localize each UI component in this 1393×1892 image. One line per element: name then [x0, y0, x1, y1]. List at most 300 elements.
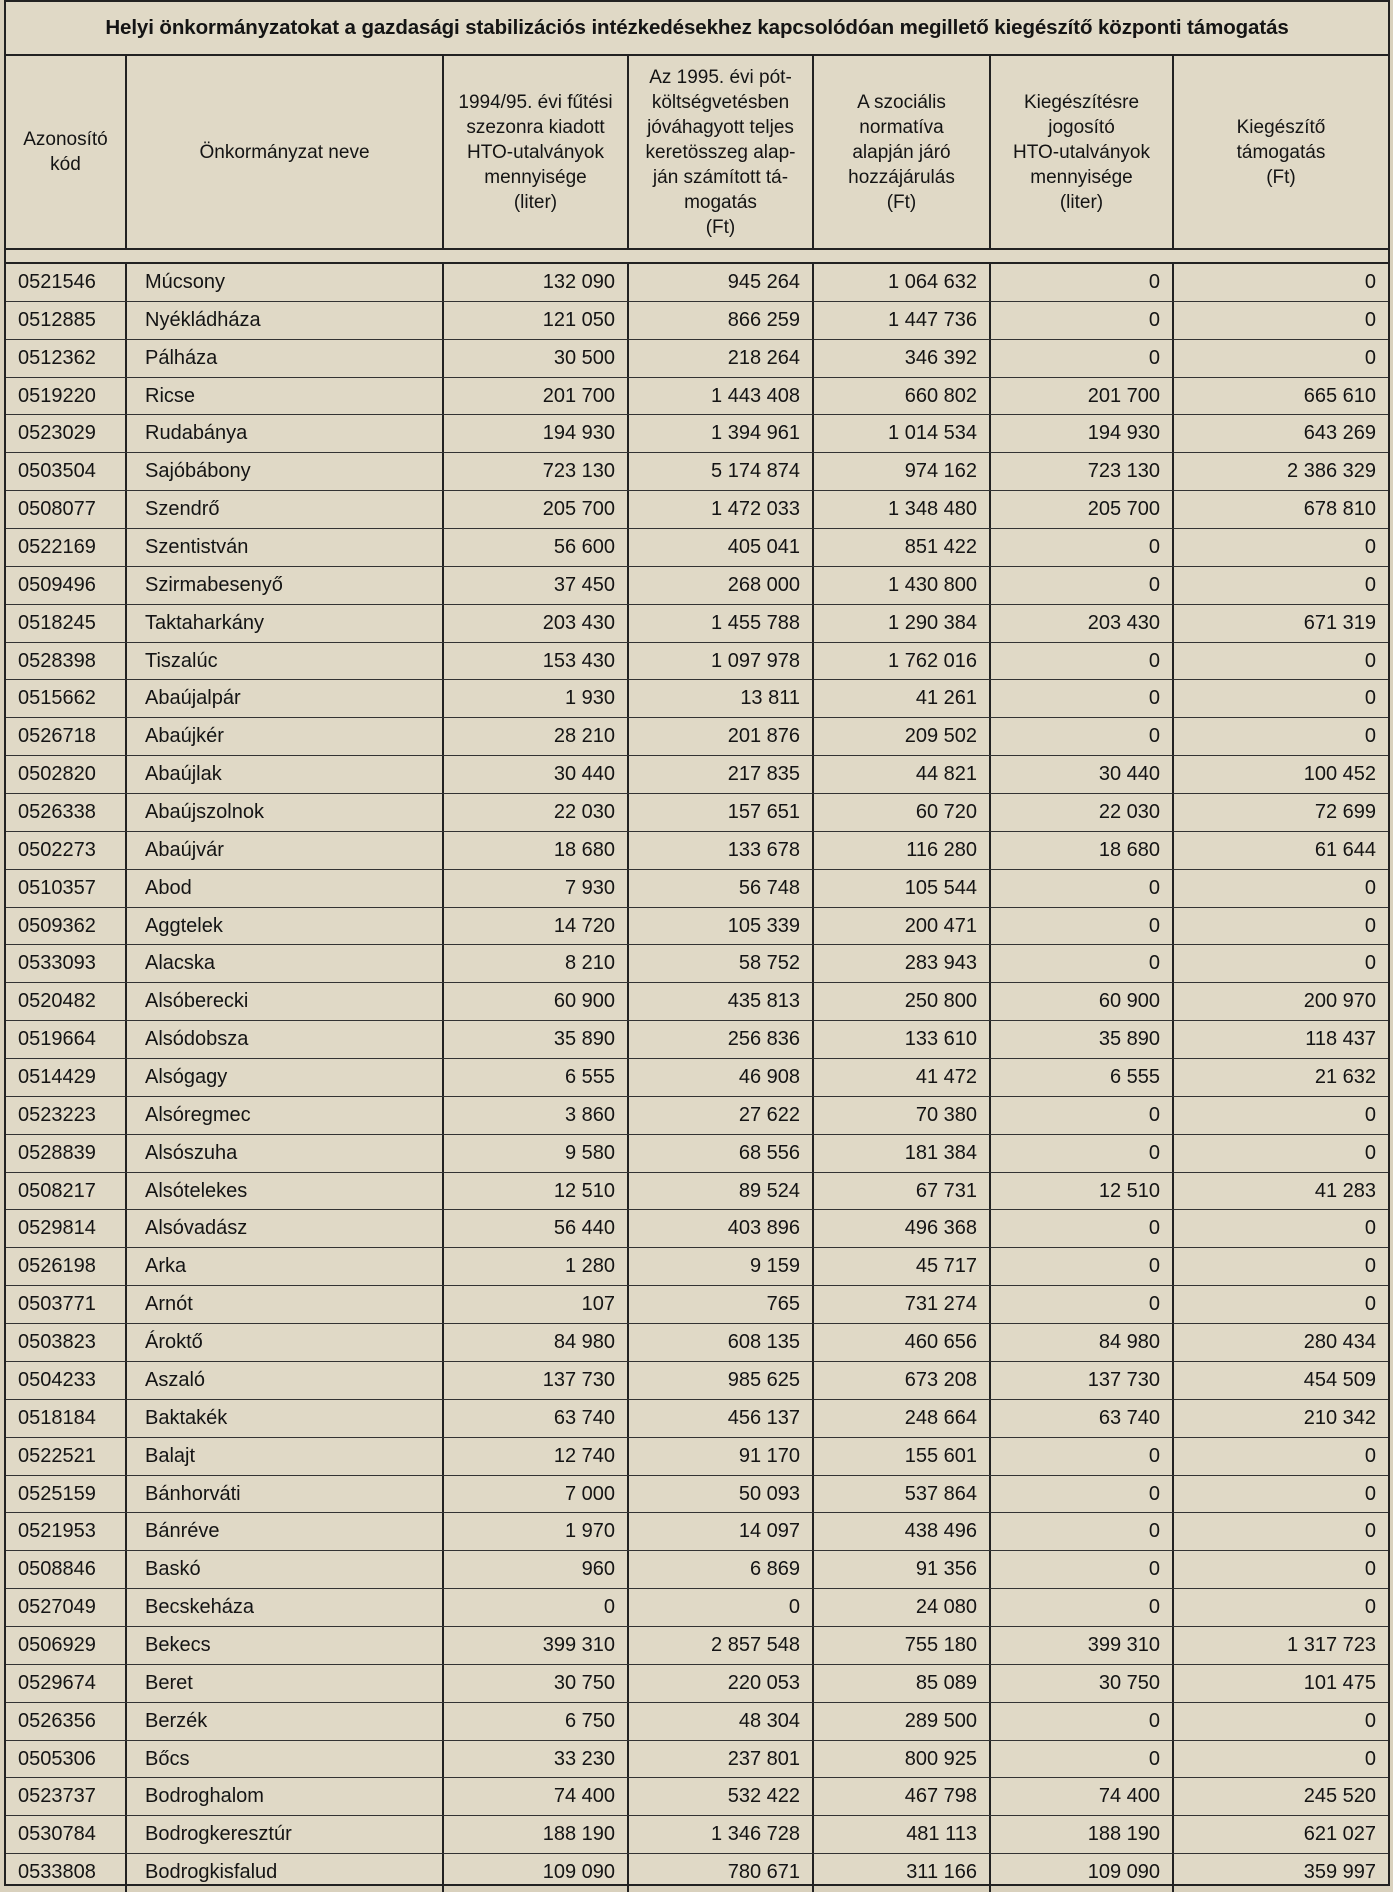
- cell-supplementary-support: 0: [1364, 1520, 1376, 1543]
- cell-eligible-hto: 0: [991, 1210, 1174, 1247]
- cell-id: 0512885: [6, 302, 127, 339]
- cell-budget-support: 1 443 408: [629, 378, 814, 415]
- cell-eligible-hto: 0: [991, 1741, 1174, 1778]
- cell-hto-quantity: 35 890: [444, 1021, 629, 1058]
- table-row: [6, 1778, 1388, 1816]
- cell-social-contribution: 1 762 016: [814, 643, 991, 680]
- cell-id: 0523029: [6, 415, 127, 452]
- cell-eligible-hto: 0: [991, 1589, 1174, 1626]
- cell-supplementary-support: 0: [1364, 573, 1376, 596]
- cell-social-contribution: 116 280: [814, 832, 991, 869]
- cell-eligible-hto: 201 700: [991, 378, 1174, 415]
- cell-id: 0523223: [6, 1097, 127, 1134]
- cell-id: 0509362: [6, 908, 127, 945]
- cell-id: 0508217: [6, 1173, 127, 1210]
- cell-budget-support: 5 174 874: [629, 453, 814, 490]
- table-row: [6, 870, 1388, 908]
- cell-supplementary-support: 0: [1364, 536, 1376, 559]
- cell-id: 0533808: [6, 1854, 127, 1892]
- cell-name: Bánréve: [127, 1513, 444, 1550]
- cell-budget-support: 157 651: [629, 794, 814, 831]
- cell-eligible-hto: 84 980: [991, 1324, 1174, 1361]
- cell-eligible-hto: 0: [991, 1551, 1174, 1588]
- cell-name: Baktakék: [127, 1400, 444, 1437]
- cell-social-contribution: 438 496: [814, 1513, 991, 1550]
- cell-hto-quantity: 18 680: [444, 832, 629, 869]
- cell-name: Ricse: [127, 378, 444, 415]
- table-row: [6, 1627, 1388, 1665]
- cell-supplementary-support: 0: [1364, 649, 1376, 672]
- cell-budget-support: 6 869: [629, 1551, 814, 1588]
- cell-eligible-hto: 0: [991, 1097, 1174, 1134]
- cell-eligible-hto: 6 555: [991, 1059, 1174, 1096]
- cell-hto-quantity: 56 440: [444, 1210, 629, 1247]
- cell-name: Alsótelekes: [127, 1173, 444, 1210]
- cell-hto-quantity: 121 050: [444, 302, 629, 339]
- cell-hto-quantity: 399 310: [444, 1627, 629, 1664]
- cell-social-contribution: 346 392: [814, 340, 991, 377]
- cell-eligible-hto: 0: [991, 1438, 1174, 1475]
- cell-id: 0529814: [6, 1210, 127, 1247]
- table-row: [6, 832, 1388, 870]
- cell-supplementary-support: 0: [1364, 1558, 1376, 1581]
- table-row: [6, 1135, 1388, 1173]
- cell-supplementary-support: 0: [1364, 725, 1376, 748]
- cell-budget-support: 48 304: [629, 1703, 814, 1740]
- cell-eligible-hto: 0: [991, 643, 1174, 680]
- cell-hto-quantity: 60 900: [444, 983, 629, 1020]
- cell-id: 0508846: [6, 1551, 127, 1588]
- cell-hto-quantity: 7 930: [444, 870, 629, 907]
- cell-supplementary-support: 454 509: [1303, 1368, 1376, 1391]
- cell-social-contribution: 1 064 632: [814, 264, 991, 301]
- cell-eligible-hto: 30 750: [991, 1665, 1174, 1702]
- cell-id: 0528839: [6, 1135, 127, 1172]
- cell-budget-support: 945 264: [629, 264, 814, 301]
- cell-eligible-hto: 399 310: [991, 1627, 1174, 1664]
- cell-social-contribution: 283 943: [814, 945, 991, 982]
- cell-supplementary-support: 0: [1364, 687, 1376, 710]
- cell-id: 0508077: [6, 491, 127, 528]
- cell-supplementary-support: 678 810: [1303, 498, 1376, 521]
- table-row: [6, 1589, 1388, 1627]
- cell-budget-support: 91 170: [629, 1438, 814, 1475]
- cell-supplementary-support: 0: [1364, 1747, 1376, 1770]
- cell-budget-support: 268 000: [629, 567, 814, 604]
- cell-name: Pálháza: [127, 340, 444, 377]
- table-row: [6, 1400, 1388, 1438]
- table-row: [6, 1703, 1388, 1741]
- cell-hto-quantity: 132 090: [444, 264, 629, 301]
- cell-eligible-hto: 194 930: [991, 415, 1174, 452]
- cell-name: Bánhorváti: [127, 1476, 444, 1513]
- cell-social-contribution: 1 430 800: [814, 567, 991, 604]
- cell-id: 0533093: [6, 945, 127, 982]
- cell-social-contribution: 41 261: [814, 680, 991, 717]
- cell-name: Múcsony: [127, 264, 444, 301]
- cell-hto-quantity: 109 090: [444, 1854, 629, 1892]
- cell-id: 0514429: [6, 1059, 127, 1096]
- cell-hto-quantity: 30 500: [444, 340, 629, 377]
- header-divider: [6, 250, 1388, 264]
- cell-budget-support: 133 678: [629, 832, 814, 869]
- cell-social-contribution: 45 717: [814, 1248, 991, 1285]
- cell-eligible-hto: 30 440: [991, 756, 1174, 793]
- cell-supplementary-support: 0: [1364, 1596, 1376, 1619]
- cell-id: 0521546: [6, 264, 127, 301]
- cell-supplementary-support: 210 342: [1303, 1406, 1376, 1429]
- cell-eligible-hto: 188 190: [991, 1816, 1174, 1853]
- cell-social-contribution: 250 800: [814, 983, 991, 1020]
- cell-id: 0526198: [6, 1248, 127, 1285]
- cell-id: 0503771: [6, 1286, 127, 1323]
- cell-budget-support: 780 671: [629, 1854, 814, 1892]
- cell-budget-support: 220 053: [629, 1665, 814, 1702]
- cell-name: Rudabánya: [127, 415, 444, 452]
- cell-name: Alsóberecki: [127, 983, 444, 1020]
- cell-hto-quantity: 1 280: [444, 1248, 629, 1285]
- cell-supplementary-support: 0: [1364, 1482, 1376, 1505]
- cell-eligible-hto: 0: [991, 718, 1174, 755]
- cell-id: 0506929: [6, 1627, 127, 1664]
- cell-budget-support: 9 159: [629, 1248, 814, 1285]
- table-row: [6, 756, 1388, 794]
- cell-social-contribution: 41 472: [814, 1059, 991, 1096]
- cell-budget-support: 105 339: [629, 908, 814, 945]
- cell-social-contribution: 70 380: [814, 1097, 991, 1134]
- cell-social-contribution: 67 731: [814, 1173, 991, 1210]
- cell-name: Bodrogkeresztúr: [127, 1816, 444, 1853]
- cell-supplementary-support: 0: [1364, 308, 1376, 331]
- cell-hto-quantity: 30 440: [444, 756, 629, 793]
- cell-budget-support: 532 422: [629, 1778, 814, 1815]
- cell-hto-quantity: 3 860: [444, 1097, 629, 1134]
- cell-name: Abod: [127, 870, 444, 907]
- column-header-supplementary-support: Kiegészítő támogatás (Ft): [1236, 116, 1326, 188]
- cell-id: 0522169: [6, 529, 127, 566]
- cell-supplementary-support: 0: [1364, 1709, 1376, 1732]
- cell-hto-quantity: 7 000: [444, 1476, 629, 1513]
- cell-social-contribution: 311 166: [814, 1854, 991, 1892]
- cell-social-contribution: 91 356: [814, 1551, 991, 1588]
- cell-budget-support: 50 093: [629, 1476, 814, 1513]
- table-row: [6, 1476, 1388, 1514]
- table-row: [6, 1210, 1388, 1248]
- cell-supplementary-support: 0: [1364, 1293, 1376, 1316]
- cell-eligible-hto: 0: [991, 1513, 1174, 1550]
- cell-social-contribution: 1 447 736: [814, 302, 991, 339]
- cell-supplementary-support: 621 027: [1303, 1823, 1376, 1846]
- cell-budget-support: 201 876: [629, 718, 814, 755]
- cell-supplementary-support: 359 997: [1303, 1861, 1376, 1884]
- cell-eligible-hto: 0: [991, 680, 1174, 717]
- cell-name: Beret: [127, 1665, 444, 1702]
- table-row: [6, 340, 1388, 378]
- cell-hto-quantity: 14 720: [444, 908, 629, 945]
- table-row: [6, 1854, 1388, 1892]
- cell-id: 0512362: [6, 340, 127, 377]
- cell-name: Szirmabesenyő: [127, 567, 444, 604]
- cell-hto-quantity: 0: [444, 1589, 629, 1626]
- cell-id: 0519220: [6, 378, 127, 415]
- cell-hto-quantity: 194 930: [444, 415, 629, 452]
- cell-social-contribution: 105 544: [814, 870, 991, 907]
- cell-supplementary-support: 200 970: [1303, 990, 1376, 1013]
- column-header-eligible-hto: Kiegészítésre jogosító HTO-utalványok mennyisége (liter): [991, 56, 1174, 248]
- table-row: [6, 1513, 1388, 1551]
- cell-id: 0519664: [6, 1021, 127, 1058]
- cell-budget-support: 985 625: [629, 1362, 814, 1399]
- cell-hto-quantity: 63 740: [444, 1400, 629, 1437]
- cell-eligible-hto: 22 030: [991, 794, 1174, 831]
- cell-id: 0527049: [6, 1589, 127, 1626]
- cell-social-contribution: 155 601: [814, 1438, 991, 1475]
- table-row: [6, 945, 1388, 983]
- cell-name: Szendrő: [127, 491, 444, 528]
- cell-id: 0525159: [6, 1476, 127, 1513]
- cell-name: Arnót: [127, 1286, 444, 1323]
- cell-budget-support: 1 346 728: [629, 1816, 814, 1853]
- column-header-budget-support: Az 1995. évi pót- költségvetésben jóváhagyott teljes keretösszeg alap- ján számított tá- mogatás (Ft): [629, 56, 814, 248]
- cell-budget-support: 456 137: [629, 1400, 814, 1437]
- cell-name: Alsóregmec: [127, 1097, 444, 1134]
- cell-name: Aggtelek: [127, 908, 444, 945]
- cell-budget-support: 608 135: [629, 1324, 814, 1361]
- cell-hto-quantity: 33 230: [444, 1741, 629, 1778]
- cell-id: 0526338: [6, 794, 127, 831]
- cell-name: Alsógagy: [127, 1059, 444, 1096]
- cell-supplementary-support: 118 437: [1305, 1028, 1376, 1051]
- table-row: [6, 567, 1388, 605]
- cell-supplementary-support: 0: [1364, 876, 1376, 899]
- cell-budget-support: 46 908: [629, 1059, 814, 1096]
- cell-social-contribution: 181 384: [814, 1135, 991, 1172]
- table-row: [6, 453, 1388, 491]
- cell-id: 0503823: [6, 1324, 127, 1361]
- cell-supplementary-support: 665 610: [1303, 384, 1376, 407]
- table-row: [6, 1097, 1388, 1135]
- table-body: [6, 264, 1388, 1892]
- cell-name: Abaújkér: [127, 718, 444, 755]
- cell-social-contribution: 24 080: [814, 1589, 991, 1626]
- cell-hto-quantity: 28 210: [444, 718, 629, 755]
- cell-social-contribution: 85 089: [814, 1665, 991, 1702]
- cell-hto-quantity: 137 730: [444, 1362, 629, 1399]
- cell-budget-support: 27 622: [629, 1097, 814, 1134]
- cell-name: Abaújvár: [127, 832, 444, 869]
- cell-budget-support: 13 811: [629, 680, 814, 717]
- cell-name: Balajt: [127, 1438, 444, 1475]
- cell-supplementary-support: 2 386 329: [1287, 460, 1376, 483]
- table-row: [6, 605, 1388, 643]
- cell-hto-quantity: 56 600: [444, 529, 629, 566]
- cell-name: Berzék: [127, 1703, 444, 1740]
- cell-social-contribution: 1 348 480: [814, 491, 991, 528]
- cell-name: Taktaharkány: [127, 605, 444, 642]
- cell-social-contribution: 660 802: [814, 378, 991, 415]
- cell-eligible-hto: 74 400: [991, 1778, 1174, 1815]
- cell-id: 0509496: [6, 567, 127, 604]
- cell-name: Sajóbábony: [127, 453, 444, 490]
- cell-name: Alsóvadász: [127, 1210, 444, 1247]
- cell-social-contribution: 481 113: [814, 1816, 991, 1853]
- table-row: [6, 1248, 1388, 1286]
- cell-budget-support: 1 455 788: [629, 605, 814, 642]
- table-row: [6, 415, 1388, 453]
- cell-supplementary-support: 0: [1364, 271, 1376, 293]
- cell-eligible-hto: 0: [991, 302, 1174, 339]
- cell-social-contribution: 209 502: [814, 718, 991, 755]
- table-row: [6, 1021, 1388, 1059]
- cell-supplementary-support: 0: [1364, 1217, 1376, 1240]
- table-row: [6, 643, 1388, 681]
- cell-id: 0526356: [6, 1703, 127, 1740]
- cell-eligible-hto: 0: [991, 1248, 1174, 1285]
- cell-hto-quantity: 205 700: [444, 491, 629, 528]
- cell-budget-support: 1 097 978: [629, 643, 814, 680]
- table-row: [6, 1286, 1388, 1324]
- cell-name: Nyékládháza: [127, 302, 444, 339]
- cell-eligible-hto: 0: [991, 1135, 1174, 1172]
- cell-hto-quantity: 153 430: [444, 643, 629, 680]
- table-row: [6, 1665, 1388, 1703]
- cell-budget-support: 58 752: [629, 945, 814, 982]
- cell-id: 0530784: [6, 1816, 127, 1853]
- cell-social-contribution: 133 610: [814, 1021, 991, 1058]
- cell-eligible-hto: 18 680: [991, 832, 1174, 869]
- cell-id: 0502273: [6, 832, 127, 869]
- cell-eligible-hto: 723 130: [991, 453, 1174, 490]
- cell-eligible-hto: 0: [991, 908, 1174, 945]
- table-row: [6, 1816, 1388, 1854]
- cell-eligible-hto: 12 510: [991, 1173, 1174, 1210]
- cell-eligible-hto: 0: [991, 870, 1174, 907]
- cell-name: Bodroghalom: [127, 1778, 444, 1815]
- cell-name: Alacska: [127, 945, 444, 982]
- table-row: [6, 302, 1388, 340]
- table-row: [6, 1059, 1388, 1097]
- cell-budget-support: 866 259: [629, 302, 814, 339]
- cell-budget-support: 68 556: [629, 1135, 814, 1172]
- cell-name: Bodrogkisfalud: [127, 1854, 444, 1892]
- cell-supplementary-support: 671 319: [1303, 611, 1376, 634]
- cell-hto-quantity: 188 190: [444, 1816, 629, 1853]
- table-row: [6, 1438, 1388, 1476]
- column-header-id: Azonosító kód: [6, 56, 127, 248]
- cell-budget-support: 237 801: [629, 1741, 814, 1778]
- cell-social-contribution: 731 274: [814, 1286, 991, 1323]
- cell-eligible-hto: 0: [991, 1476, 1174, 1513]
- cell-supplementary-support: 100 452: [1303, 763, 1376, 786]
- cell-social-contribution: 496 368: [814, 1210, 991, 1247]
- table-header: [6, 56, 1388, 250]
- cell-social-contribution: 467 798: [814, 1778, 991, 1815]
- cell-hto-quantity: 6 555: [444, 1059, 629, 1096]
- cell-budget-support: 403 896: [629, 1210, 814, 1247]
- cell-name: Baskó: [127, 1551, 444, 1588]
- cell-eligible-hto: 0: [991, 567, 1174, 604]
- cell-eligible-hto: 63 740: [991, 1400, 1174, 1437]
- cell-supplementary-support: 21 632: [1314, 1066, 1376, 1089]
- table-row: [6, 983, 1388, 1021]
- cell-eligible-hto: 0: [991, 264, 1174, 301]
- cell-budget-support: 1 472 033: [629, 491, 814, 528]
- cell-name: Alsódobsza: [127, 1021, 444, 1058]
- cell-eligible-hto: 0: [991, 945, 1174, 982]
- cell-id: 0518184: [6, 1400, 127, 1437]
- cell-supplementary-support: 0: [1364, 914, 1376, 937]
- cell-eligible-hto: 203 430: [991, 605, 1174, 642]
- document-table: [4, 0, 1390, 1886]
- cell-name: Tiszalúc: [127, 643, 444, 680]
- cell-name: Arka: [127, 1248, 444, 1285]
- cell-eligible-hto: 0: [991, 340, 1174, 377]
- cell-hto-quantity: 22 030: [444, 794, 629, 831]
- cell-supplementary-support: 245 520: [1303, 1785, 1376, 1808]
- cell-hto-quantity: 30 750: [444, 1665, 629, 1702]
- cell-name: Becskeháza: [127, 1589, 444, 1626]
- cell-hto-quantity: 107: [444, 1286, 629, 1323]
- cell-hto-quantity: 203 430: [444, 605, 629, 642]
- table-row: [6, 794, 1388, 832]
- cell-supplementary-support: 0: [1364, 1444, 1376, 1467]
- cell-budget-support: 435 813: [629, 983, 814, 1020]
- cell-eligible-hto: 109 090: [991, 1854, 1174, 1892]
- cell-supplementary-support: 643 269: [1303, 422, 1376, 445]
- cell-id: 0505306: [6, 1741, 127, 1778]
- cell-budget-support: 217 835: [629, 756, 814, 793]
- cell-social-contribution: 537 864: [814, 1476, 991, 1513]
- cell-supplementary-support: 0: [1364, 952, 1376, 975]
- cell-id: 0526718: [6, 718, 127, 755]
- cell-hto-quantity: 12 510: [444, 1173, 629, 1210]
- cell-hto-quantity: 723 130: [444, 453, 629, 490]
- cell-hto-quantity: 84 980: [444, 1324, 629, 1361]
- cell-budget-support: 256 836: [629, 1021, 814, 1058]
- cell-id: 0522521: [6, 1438, 127, 1475]
- cell-budget-support: 2 857 548: [629, 1627, 814, 1664]
- cell-supplementary-support: 1 317 723: [1287, 1633, 1376, 1656]
- cell-budget-support: 14 097: [629, 1513, 814, 1550]
- cell-name: Bekecs: [127, 1627, 444, 1664]
- table-row: [6, 1551, 1388, 1589]
- column-header-hto-quantity: 1994/95. évi fűtési szezonra kiadott HTO-utalványok mennyisége (liter): [444, 56, 629, 248]
- cell-id: 0502820: [6, 756, 127, 793]
- cell-hto-quantity: 6 750: [444, 1703, 629, 1740]
- table-row: [6, 680, 1388, 718]
- cell-supplementary-support: 0: [1364, 1255, 1376, 1278]
- column-header-social-contribution: A szociális normatíva alapján járó hozzájárulás (Ft): [814, 56, 991, 248]
- cell-name: Abaújszolnok: [127, 794, 444, 831]
- cell-supplementary-support: 41 283: [1314, 1179, 1376, 1202]
- cell-eligible-hto: 205 700: [991, 491, 1174, 528]
- cell-hto-quantity: 1 970: [444, 1513, 629, 1550]
- cell-supplementary-support: 0: [1364, 346, 1376, 369]
- column-header-name: Önkormányzat neve: [127, 56, 444, 248]
- cell-social-contribution: 200 471: [814, 908, 991, 945]
- cell-name: Ároktő: [127, 1324, 444, 1361]
- cell-id: 0529674: [6, 1665, 127, 1702]
- cell-hto-quantity: 9 580: [444, 1135, 629, 1172]
- cell-supplementary-support: 61 644: [1314, 838, 1376, 861]
- cell-name: Alsószuha: [127, 1135, 444, 1172]
- cell-eligible-hto: 0: [991, 1286, 1174, 1323]
- cell-social-contribution: 460 656: [814, 1324, 991, 1361]
- cell-name: Bőcs: [127, 1741, 444, 1778]
- table-row: [6, 1324, 1388, 1362]
- cell-hto-quantity: 37 450: [444, 567, 629, 604]
- cell-social-contribution: 289 500: [814, 1703, 991, 1740]
